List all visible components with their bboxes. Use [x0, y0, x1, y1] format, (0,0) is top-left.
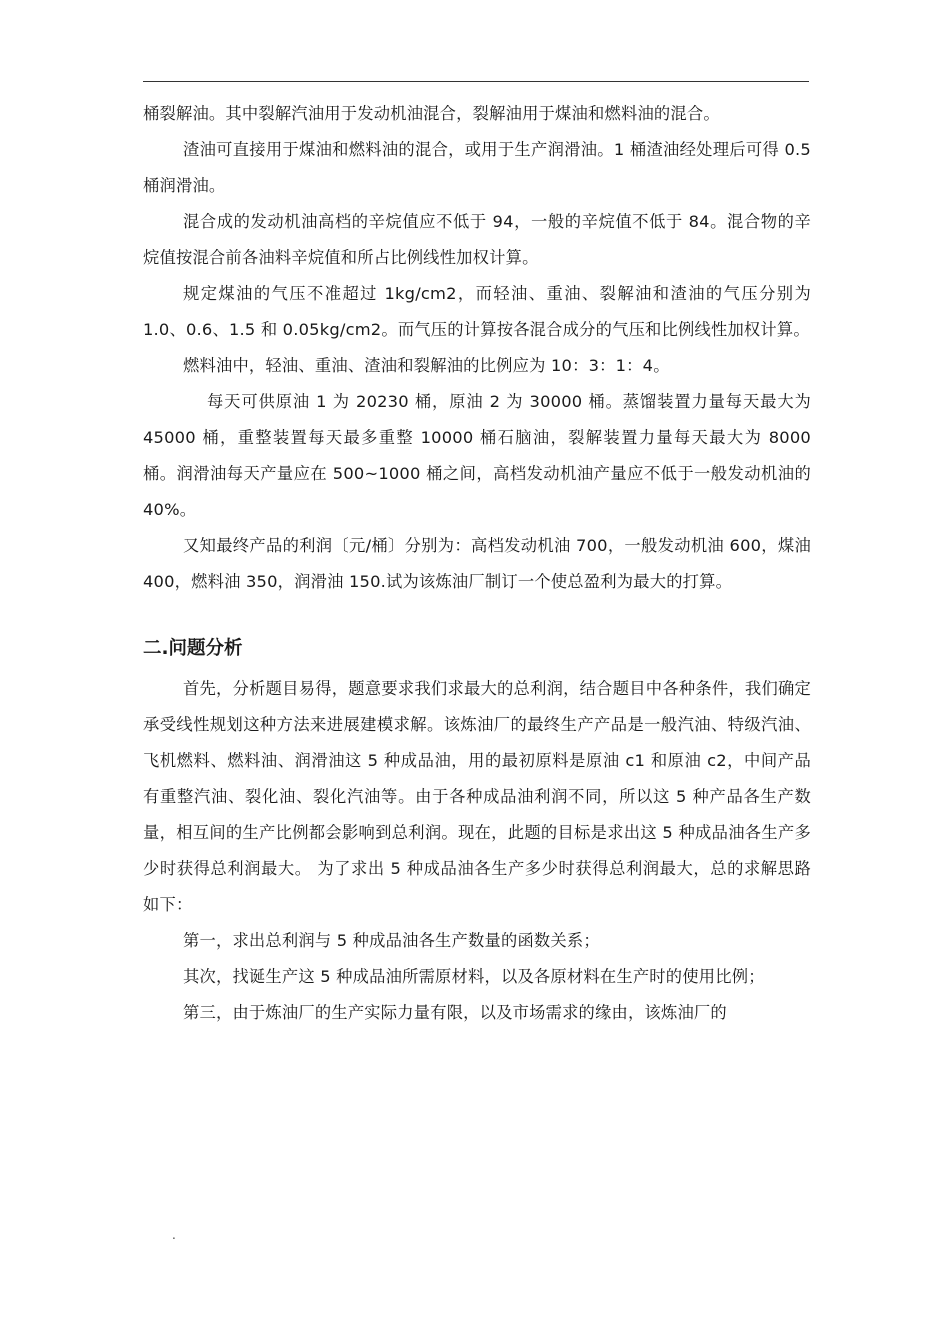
paragraph-profit: 又知最终产品的利润〔元/桶〕分别为：高档发动机油 700，一般发动机油 600，煤油 400，燃料油 350，润滑油 150.试为该炼油厂制订一个使总盈利为最大的打算。: [143, 536, 811, 591]
page-body: [143, 96, 811, 1031]
paragraph-residue-oil: 渣油可直接用于煤油和燃料油的混合，或用于生产润滑油。1 桶渣油经处理后可得 0.5 桶润滑油。: [143, 140, 811, 195]
paragraph-fuel-oil-ratio: 燃料油中，轻油、重油、渣油和裂解油的比例应为 10：3：1：4。: [183, 356, 670, 375]
paragraph-vapor-pressure: 规定煤油的气压不准超过 1kg/cm2，而轻油、重油、裂解油和渣油的气压分别为 1.0、0.6、1.5 和 0.05kg/cm2。而气压的计算按各混合成分的气压和比例线性加权计算。: [143, 284, 811, 339]
paragraph-capacity: 每天可供原油 1 为 20230 桶，原油 2 为 30000 桶。蒸馏装置力量每天最大为 45000 桶，重整装置每天最多重整 10000 桶石脑油，裂解装置力量每天最大为 8000 桶。润滑油每天产量应在 500~1000 桶之间，高档发动机油产量应不低于一般发动机油的 40%。: [143, 392, 811, 519]
footer-mark: .: [172, 1228, 176, 1242]
section-heading: 二.问题分析: [143, 638, 243, 659]
paragraph-octane: 混合成的发动机油高档的辛烷值应不低于 94，一般的辛烷值不低于 84。混合物的辛烷值按混合前各油料辛烷值和所占比例线性加权计算。: [143, 212, 811, 267]
paragraph-cracking-oil: 桶裂解油。其中裂解汽油用于发动机油混合，裂解油用于煤油和燃料油的混合。: [143, 104, 720, 123]
header-rule: [143, 81, 809, 82]
paragraph-step-one: 第一，求出总利润与 5 种成品油各生产数量的函数关系；: [183, 931, 600, 950]
paragraph-analysis: 首先，分析题目易得，题意要求我们求最大的总利润，结合题目中各种条件，我们确定承受线性规划这种方法来进展建模求解。该炼油厂的最终生产产品是一般汽油、特级汽油、飞机燃料、燃料油、润滑油这 5 种成品油，用的最初原料是原油 c1 和原油 c2，中间产品有重整汽油、裂化油、裂化汽油等。由于各种成品油利润不同，所以这 5 种产品各生产数量，相互间的生产比例都会影响到总利润。现在，此题的目标是求出这 5 种成品油各生产多少时获得总利润最大。 为了求出 5 种成品油各生产多少时获得总利润最大，总的求解思路如下：: [143, 679, 811, 914]
paragraph-step-two: 其次，找诞生产这 5 种成品油所需原材料，以及各原材料在生产时的使用比例；: [183, 967, 765, 986]
paragraph-step-three: 第三，由于炼油厂的生产实际力量有限，以及市场需求的缘由，该炼油厂的: [183, 1003, 727, 1022]
